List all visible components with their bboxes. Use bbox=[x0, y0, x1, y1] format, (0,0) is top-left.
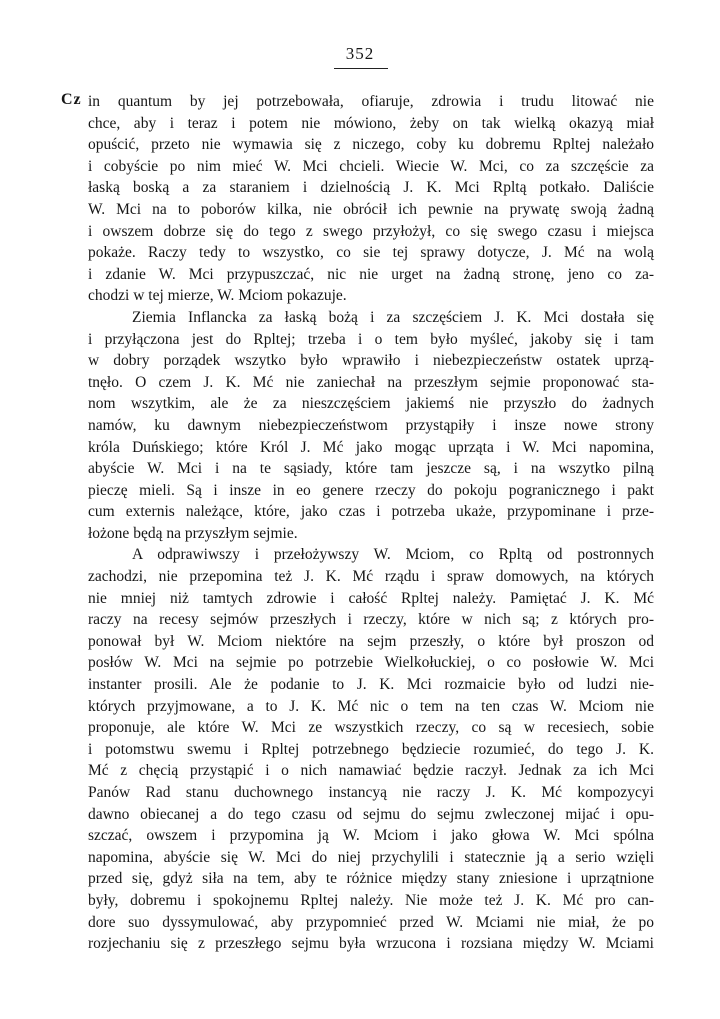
text-line: tnęło. O czem J. K. Mć nie zaniechał na przeszłym sejmie proponować sta- bbox=[88, 373, 654, 391]
text-line: były, dobremu i spokojnemu Rpltej należy. Nie może też J. K. Mć pro can- bbox=[88, 891, 654, 909]
text-line: namów, ku dawnym niebezpieczeństwom przystąpiły i insze nowe strony bbox=[88, 416, 654, 434]
text-line: chce, aby i teraz i potem nie mówiono, żeby on tak wielką okazyą miał bbox=[88, 114, 654, 132]
text-line: napomina, abyście się W. Mci do niej przychylili i statecznie ją a serio wzięli bbox=[88, 848, 654, 866]
text-line: W. Mci na to poborów kilka, nie obrócił ich pewnie na prywatę swoją żadną bbox=[88, 200, 654, 218]
paragraph-3 bbox=[88, 544, 654, 954]
text-line: posłów W. Mci na sejmie po potrzebie Wielkołuckiej, o co posłowie W. Mci bbox=[88, 654, 654, 672]
text-line: opuścić, przeto nie wymawia się z niczego, coby ku dobremu Rpltej należało bbox=[88, 136, 654, 154]
text-line: A odprawiwszy i przełożywszy W. Mciom, co Rpltą od postronnych bbox=[132, 546, 654, 564]
text-line: cum externis należące, które, jako czas i potrzeba ukaże, przypominane i prze- bbox=[88, 503, 654, 521]
text-line: łożone będą na przyszłym sejmie. bbox=[88, 524, 298, 542]
text-line: łaską boską a za staraniem i dzielnością J. K. Mci Rpltą potkało. Daliście bbox=[88, 179, 654, 197]
text-line: nie mniej niż tamtych zdrowie i całość Rpltej należy. Pamiętać J. K. Mć bbox=[88, 589, 654, 607]
page-number: 352 bbox=[345, 44, 375, 63]
text-line: i cobyście po nim mieć W. Mci chcieli. Wiecie W. Mci, co za szczęście za bbox=[88, 157, 654, 175]
text-line: i zdanie W. Mci przypuszczać, nic nie urget na żadną stronę, jeno co za- bbox=[88, 265, 654, 283]
text-line: Ziemia Inflancka za łaską bożą i za szczęściem J. K. Mci dostała się bbox=[132, 308, 654, 326]
paragraph-2 bbox=[88, 307, 654, 545]
text-line: in quantum by jej potrzebowała, ofiaruje, zdrowia i trudu litować nie bbox=[88, 93, 654, 110]
text-line: Mć z chęcią przystąpić i o nich namawiać będzie raczył. Jednak za ich Mci bbox=[88, 762, 654, 780]
paragraph-1 bbox=[88, 91, 654, 307]
body-text bbox=[88, 91, 654, 955]
text-line: i owszem dobrze się do tego z swego przyłożył, co się swego czasu i miejsca bbox=[88, 222, 654, 240]
text-line: ponował był W. Mciom niektóre na sejm przeszły, o które był proszon od bbox=[88, 632, 654, 650]
text-line: dawno obiecanej a do tego czasu od sejmu do sejmu zwleczonej mijać i opu- bbox=[88, 805, 654, 823]
text-line: pieczę mieli. Są i insze in eo genere rzeczy do pokoju pogranicznego i pakt bbox=[88, 481, 654, 499]
text-line: proponuje, ale które W. Mci ze wszystkich rzeczy, co są w recesiech, sobie bbox=[88, 719, 654, 737]
text-line: Panów Rad stanu duchownego instancyą nie raczy J. K. Mć kompozycyi bbox=[88, 784, 654, 801]
text-line: chodzi w tej mierze, W. Mciom pokazuje. bbox=[88, 287, 347, 305]
text-line: przed się, gdyż siła na tem, aby te różnice między stany zniesione i uprzątnione bbox=[88, 870, 654, 888]
text-line: i przyłączona jest do Rpltej; trzeba i o tem było myśleć, jakoby się i tam bbox=[88, 330, 654, 348]
text-line: króla Duńskiego; które Król J. Mć jako mogąc uprząta i W. Mci napomina, bbox=[88, 438, 654, 456]
marginal-note: Cz bbox=[61, 91, 82, 108]
text-line: szczać, owszem i przypomina ją W. Mciom i jako głowa W. Mci spólna bbox=[88, 827, 654, 845]
text-line: zachodzi, nie przepomina też J. K. Mć rządu i spraw domowych, na których bbox=[88, 568, 654, 586]
text-line: abyście W. Mci i na te sąsiady, które tam jeszcze są, i na wszytko pilną bbox=[88, 460, 654, 478]
text-line: dore suo dyssymulować, aby przypomnieć przed W. Mciami nie miał, że po bbox=[88, 913, 654, 931]
page-number-rule bbox=[334, 68, 388, 69]
text-line: w dobry porządek wszytko było wprawiło i niebezpieczeństw ostatek uprzą- bbox=[88, 352, 654, 370]
text-line: rozjechaniu się z przeszłego sejmu była wrzucona i rozsiana między W. Mciami bbox=[88, 935, 654, 953]
text-line: których przyjmowane, a to J. K. Mć nic o tem na ten czas W. Mciom nie bbox=[88, 697, 654, 715]
text-line: i potomstwu swemu i Rpltej potrzebnego będziecie rozumieć, do tego J. K. bbox=[88, 740, 654, 758]
text-line: nom wszytkim, ale że za nieszczęściem jakiemś nie przyszło do żadnych bbox=[88, 395, 654, 413]
text-line: instanter prosili. Ale że podanie to J. K. Mci rozmaicie było od ludzi nie- bbox=[88, 676, 654, 694]
text-line: pokaże. Raczy tedy to wszystko, co sie tej sprawy dotycze, J. Mć na wolą bbox=[88, 244, 654, 262]
text-line: raczy na recesy sejmów przeszłych i rzeczy, które w nich są; z których pro- bbox=[88, 611, 654, 629]
